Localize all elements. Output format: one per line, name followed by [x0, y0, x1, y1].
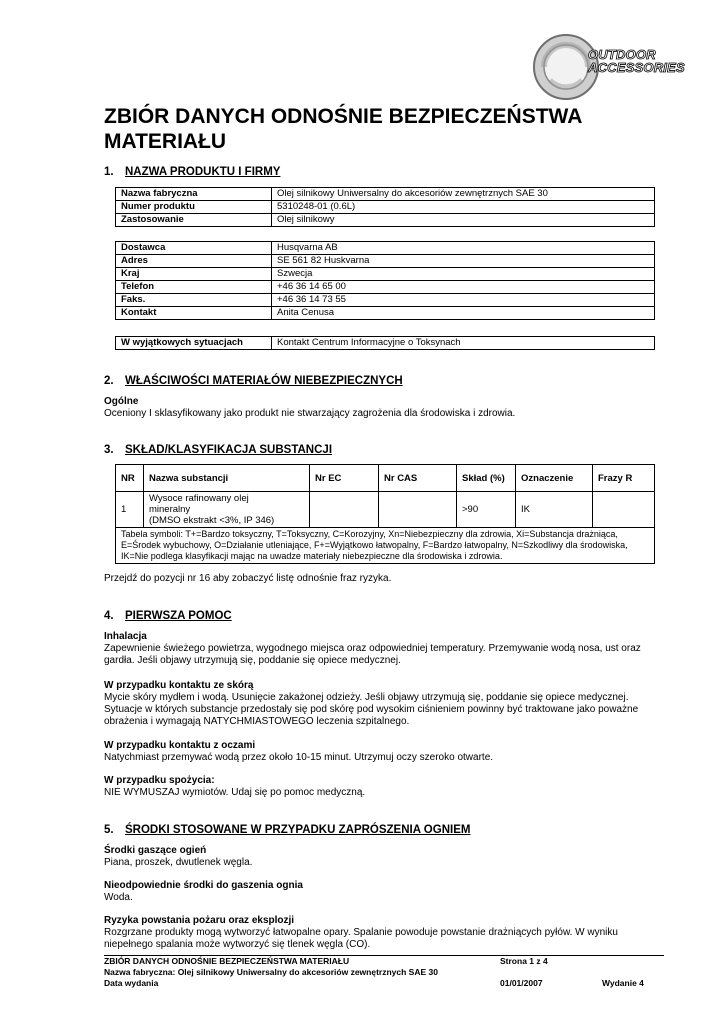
fire-explosion-hazards: Ryzyka powstania pożaru oraz eksplozji Rozgrzane produkty mogą wytworzyć łatwopalne opary. Spalanie powoduje powstanie drażniących pyłów. W wyniku niepełnego spalania może wytworzyć się tlenek węgla (CO).	[104, 915, 618, 950]
table-row: Adres SE 561 82 Huskvarna	[116, 255, 655, 268]
section-4-heading: 4. PIERWSZA POMOC	[104, 610, 232, 622]
product-table	[115, 187, 655, 227]
footer-edition: Wydanie 4	[602, 978, 644, 988]
page-footer	[104, 955, 664, 989]
first-aid-eyes: W przypadku kontaktu z oczami Natychmiast przemywać wodą przez około 10-15 minut. Utrzymuj oczy szeroko otwarte.	[104, 740, 494, 763]
table-row: Kraj Szwecja	[116, 268, 655, 281]
first-aid-ingestion: W przypadku spożycia: NIE WYMUSZAJ wymiotów. Udaj się po pomoc medyczną.	[104, 775, 366, 798]
section-3-heading: 3. SKŁAD/KLASYFIKACJA SUBSTANCJI	[104, 444, 333, 456]
footer-title: ZBIÓR DANYCH ODNOŚNIE BEZPIECZEŃSTWA MATERIAŁU	[104, 956, 350, 966]
footer-product: Nazwa fabryczna: Olej silnikowy Uniwersalny do akcesoriów zewnętrznych SAE 30	[104, 967, 438, 977]
table-row: W wyjątkowych sytuacjach Kontakt Centrum Informacyjne o Toksynach	[116, 337, 655, 350]
section-2-heading: 2. WŁAŚCIWOŚCI MATERIAŁÓW NIEBEZPIECZNYCH	[104, 375, 403, 387]
logo-line-1: OUTDOOR	[588, 47, 656, 62]
footer-date: 01/01/2007	[500, 978, 543, 988]
document-title: ZBIÓR DANYCH ODNOŚNIE BEZPIECZEŃSTWA MATERIAŁU	[104, 105, 582, 153]
first-aid-inhalation: Inhalacja Zapewnienie świeżego powietrza, wygodnego miejsca oraz odpowiedniej temperatury. Przemywanie wodą nosa, ust oraz gardła. Jeśli objawy utrzymują się, poddanie się opiece medycznej.	[104, 631, 641, 666]
first-aid-skin: W przypadku kontaktu ze skórą Mycie skóry mydłem i wodą. Usunięcie zakażonej odzieży. Jeśli objawy utrzymują się, poddanie się opiece medycznej. Sytuacje w których substancje przedostały się pod skórę pod wysokim ciśnieniem powinny być traktowane jako poważne obrażenia i wymagają NATYCHMIASTOWEGO leczenia szpitalnego.	[104, 680, 639, 727]
table-row: Numer produktu 5310248-01 (0.6L)	[116, 201, 655, 214]
section-3-after: Przejdź do pozycji nr 16 aby zobaczyć listę odnośnie fraz ryzyka.	[104, 573, 392, 584]
emergency-table	[115, 336, 655, 350]
table-row: Kontakt Anita Cenusa	[116, 307, 655, 320]
table-note-row: Tabela symboli: T+=Bardzo toksyczny, T=Toksyczny, C=Korozyjny, Xn=Niebezpieczny dla zdrowia, Xi=Substancja drażniąca, E=Środek wybuchowy, O=Działanie utleniające, F+=Wyjątkowo łatwopalny, F=Bardzo łatwopalny, N=Szkodliwy dla środowiska, IK=Nie podlega klasyfikacji mając na uwadze materiały niebezpieczne dla środowiska i zdrowia.	[116, 528, 655, 564]
section-5-heading: 5. ŚRODKI STOSOWANE W PRZYPADKU ZAPRÓSZENIA OGNIEM	[104, 824, 471, 836]
section-2-body: Ogólne Oceniony I sklasyfikowany jako produkt nie stwarzający zagrożenia dla środowiska i zdrowia.	[104, 396, 516, 419]
fire-extinguishing-media: Środki gaszące ogień Piana, proszek, dwutlenek węgla.	[104, 845, 253, 868]
table-row: Faks. +46 36 14 73 55	[116, 294, 655, 307]
logo-line-2: ACCESSORIES	[588, 60, 685, 75]
table-row: Dostawca Husqvarna AB	[116, 242, 655, 255]
fire-unsuitable-media: Nieodpowiednie środki do gaszenia ognia Woda.	[104, 880, 303, 903]
table-row: 1 Wysoce rafinowany olej mineralny (DMSO ekstrakt <3%, IP 346) >90 IK	[116, 492, 655, 528]
table-row: Zastosowanie Olej silnikowy	[116, 214, 655, 227]
footer-page-number: Strona 1 z 4	[500, 956, 548, 966]
table-row: Telefon +46 36 14 65 00	[116, 281, 655, 294]
table-header-row: NR Nazwa substancji Nr EC Nr CAS Skład (%) Oznaczenie Frazy R	[116, 465, 655, 492]
substance-table	[115, 464, 655, 564]
section-1-heading: 1. NAZWA PRODUKTU I FIRMY	[104, 166, 281, 178]
table-row: Nazwa fabryczna Olej silnikowy Uniwersalny do akcesoriów zewnętrznych SAE 30	[116, 188, 655, 201]
footer-date-label: Data wydania	[104, 978, 159, 988]
logo-wordmark	[588, 48, 685, 74]
supplier-table	[115, 241, 655, 320]
